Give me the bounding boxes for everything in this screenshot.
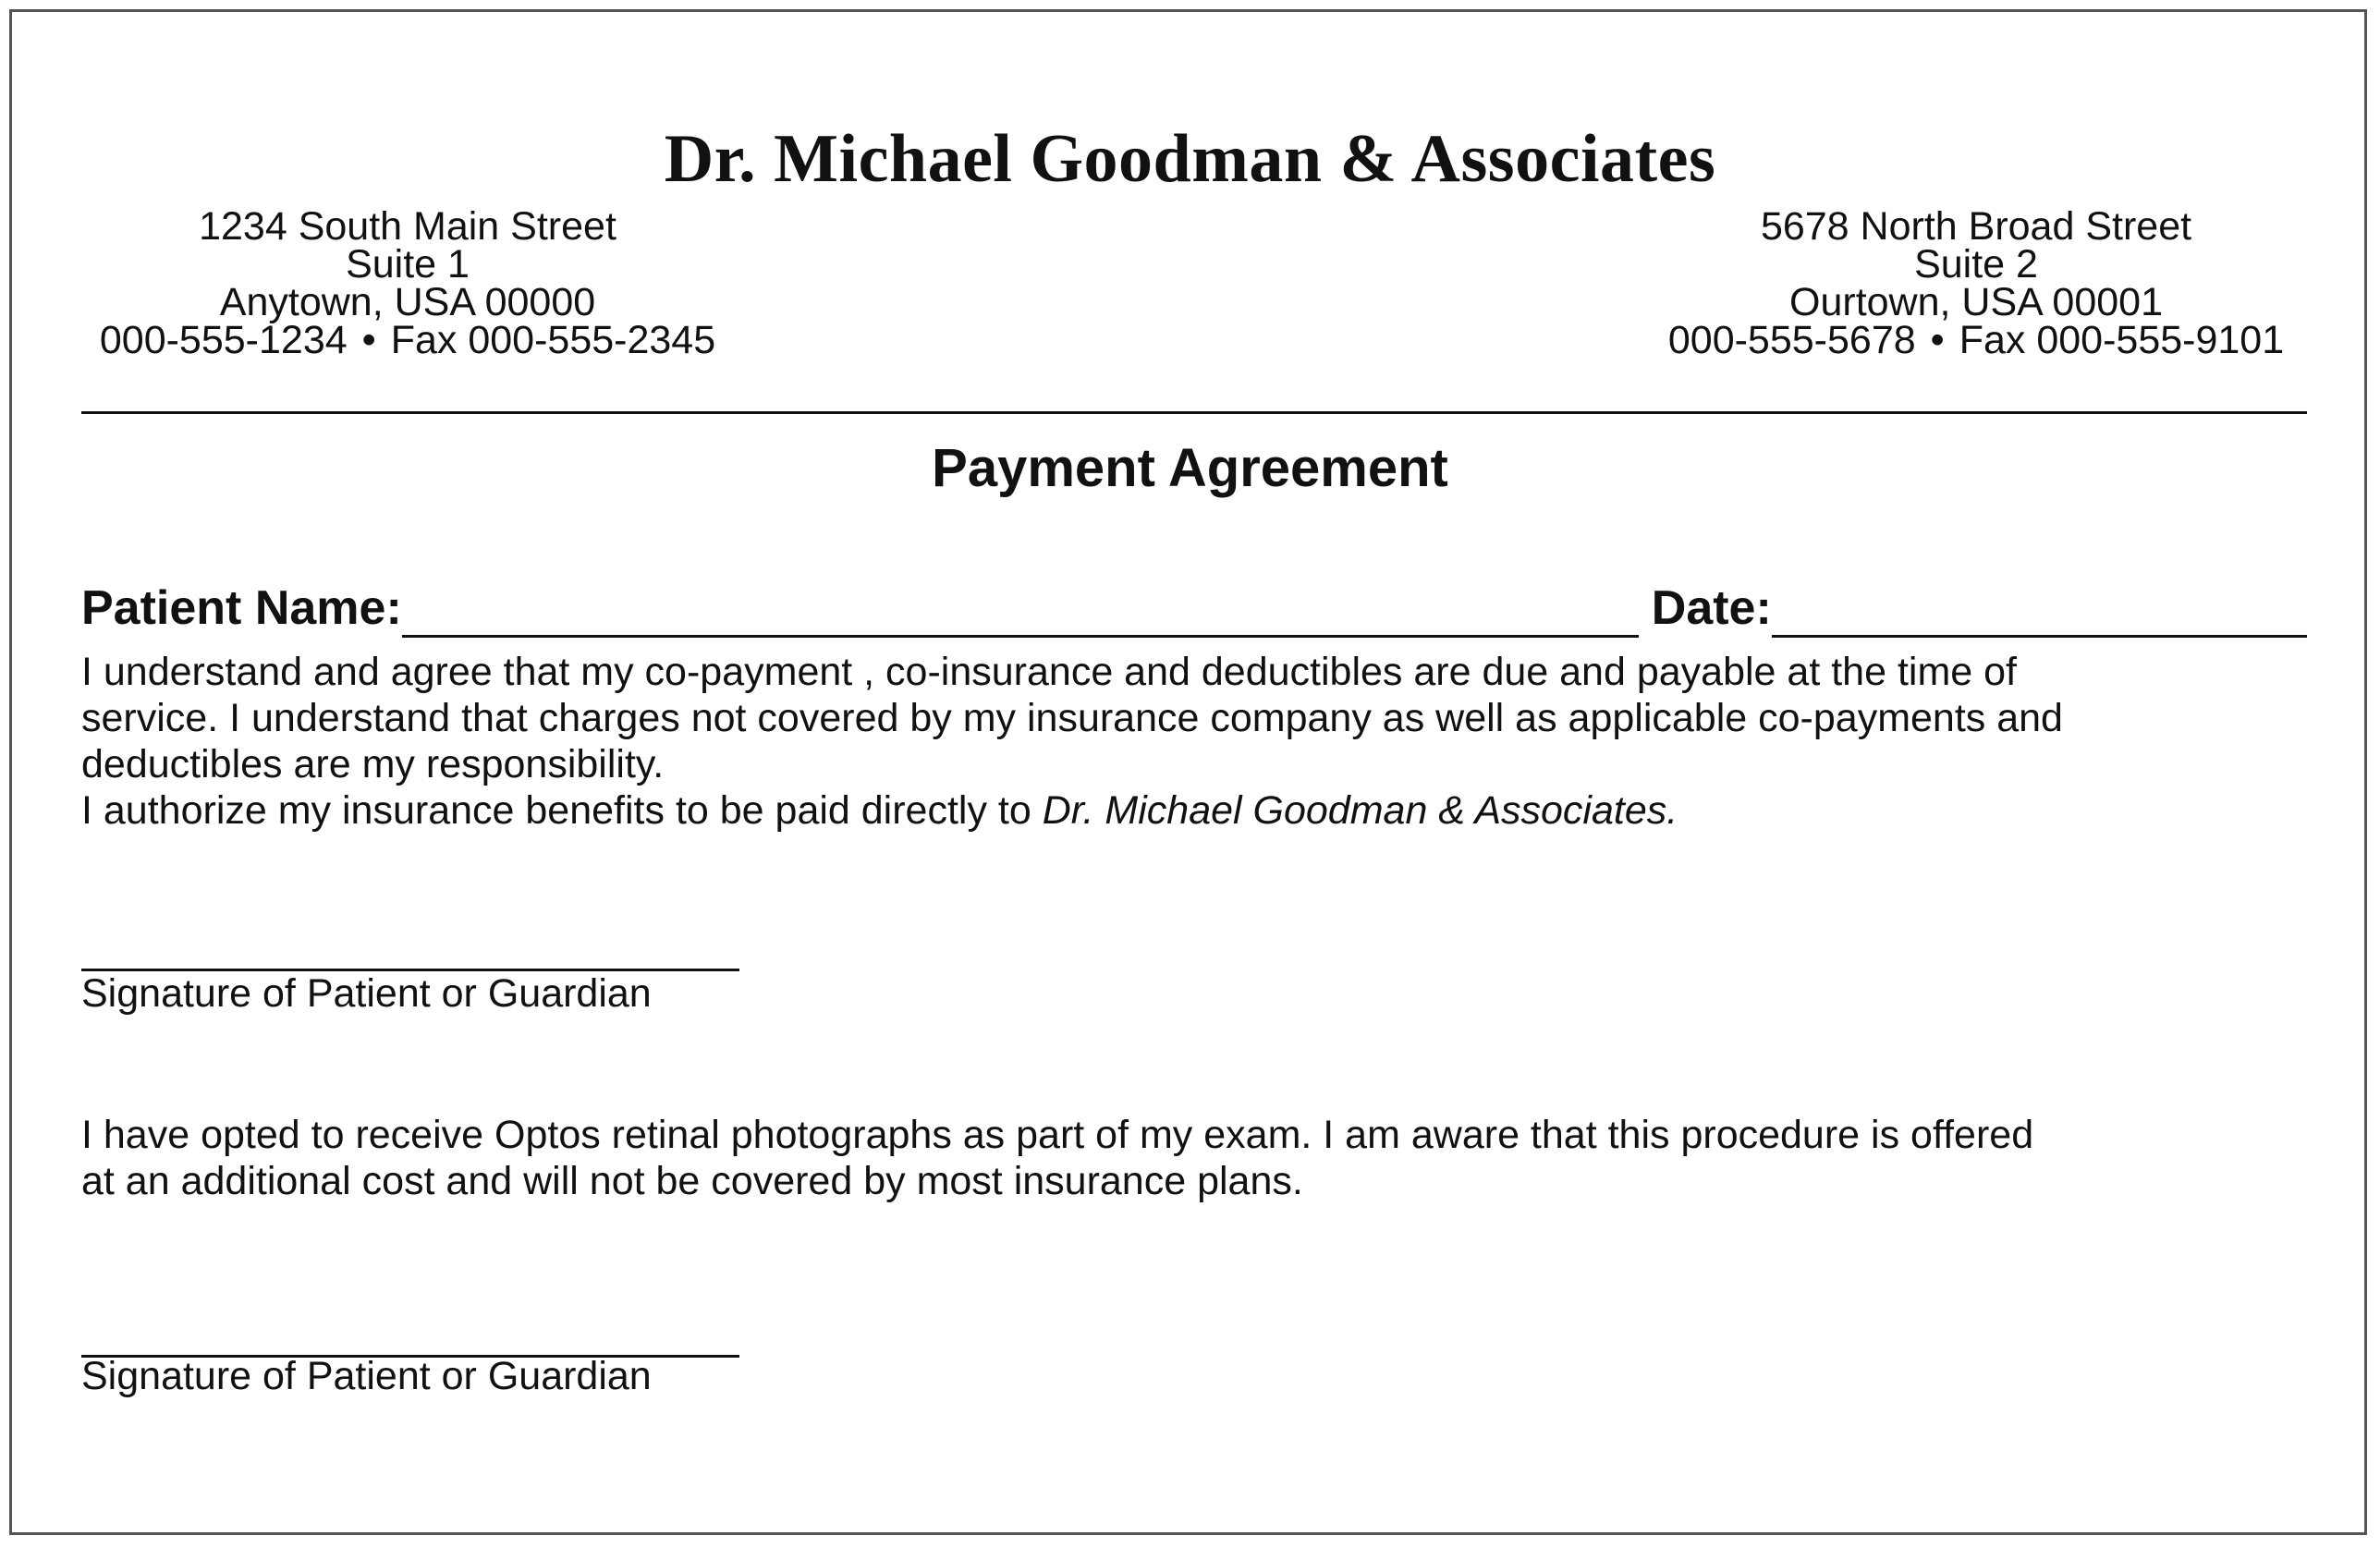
right-office-city: Ourtown, USA 00001 [1789,280,2163,324]
left-office-fax: Fax 000-555-2345 [390,318,716,362]
payment-agreement-text [81,649,2281,834]
right-office-fax: Fax 000-555-9101 [1959,318,2285,362]
date-field[interactable] [1772,583,2307,638]
practice-name: Dr. Michael Goodman & Associates [664,121,1716,197]
patient-info-row [81,573,2307,638]
form-title: Payment Agreement [932,438,1448,498]
bullet-separator: • [361,318,376,362]
optos-line: I have opted to receive Optos retinal photographs as part of my exam. I am aware that this procedure is offered [81,1113,2034,1157]
agreement-line: deductibles are my responsibility. [81,742,665,786]
right-office-contact [1643,318,2309,362]
signature-caption-2: Signature of Patient or Guardian [81,1354,652,1398]
left-office-street: 1234 South Main Street [199,204,616,249]
header-divider [81,411,2307,414]
patient-name-label: Patient Name: [81,581,402,635]
signature-caption-1: Signature of Patient or Guardian [81,971,652,1016]
authorization-practice-name: Dr. Michael Goodman & Associates. [1042,788,1678,833]
agreement-line: service. I understand that charges not covered by my insurance company as well as applicable co-payments and [81,696,2063,740]
bullet-separator: • [1930,318,1945,362]
left-office-city: Anytown, USA 00000 [219,280,596,324]
authorization-text: I authorize my insurance benefits to be paid directly to [81,788,1043,833]
optos-line: at an additional cost and will not be covered by most insurance plans. [81,1159,1303,1203]
left-office-address [74,204,741,362]
date-label: Date: [1651,581,1772,635]
left-office-contact [74,318,741,362]
left-office-suite: Suite 1 [346,242,470,286]
right-office-address [1643,204,2309,362]
right-office-phone: 000-555-5678 [1667,318,1916,362]
authorization-line [81,787,2281,834]
right-office-suite: Suite 2 [1914,242,2038,286]
left-office-phone: 000-555-1234 [99,318,348,362]
right-office-street: 5678 North Broad Street [1760,204,2192,249]
agreement-line: I understand and agree that my co-payment , co-insurance and deductibles are due and payable at the time of [81,650,2017,694]
patient-name-field[interactable] [402,583,1639,638]
optos-consent-text [81,1112,2281,1204]
